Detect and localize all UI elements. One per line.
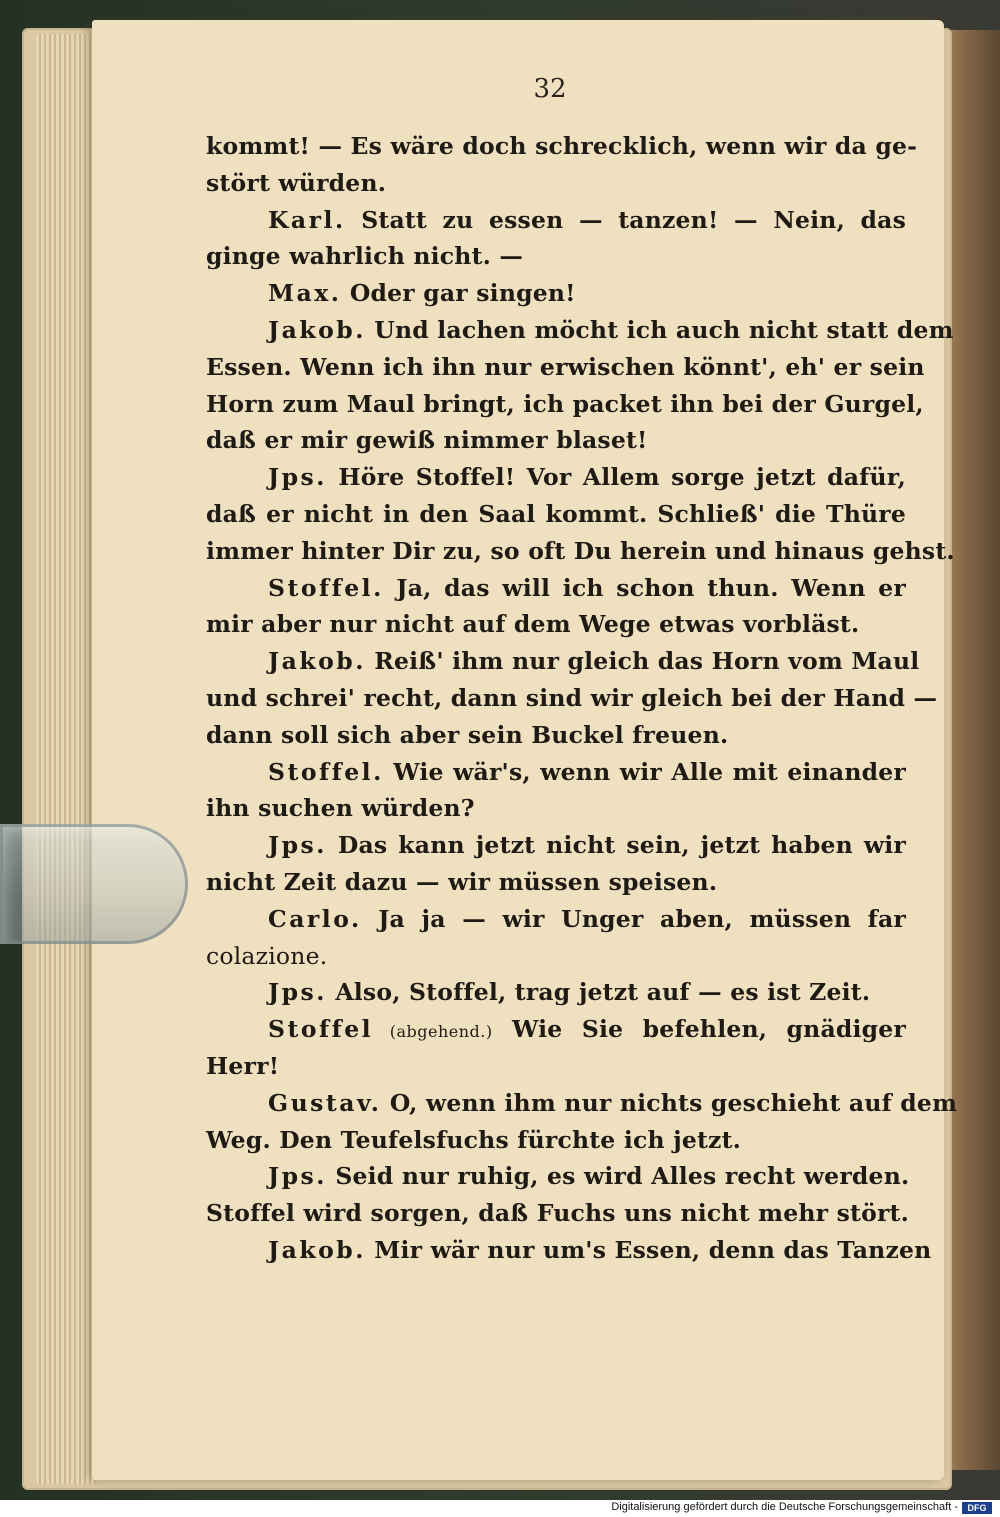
text-line bbox=[206, 717, 906, 754]
text-line bbox=[206, 606, 906, 643]
line-text: immer hinter Dir zu, so oft Du herein und hinaus gehst. bbox=[206, 536, 955, 565]
line-text: Oder gar singen! bbox=[341, 279, 576, 308]
text-line bbox=[206, 496, 906, 533]
stage-direction: (abgehend.) bbox=[373, 1022, 493, 1042]
line-text: daß er nicht in den Saal kommt. Schließ' die Thüre bbox=[206, 499, 906, 528]
bookmark-clip bbox=[0, 824, 188, 944]
speaker-name: Gustav. bbox=[268, 1088, 382, 1117]
text-line bbox=[206, 533, 955, 570]
speaker-name: Jps. bbox=[268, 1162, 327, 1191]
text-line bbox=[206, 1158, 910, 1195]
page-edges bbox=[36, 34, 96, 1484]
text-line bbox=[206, 901, 906, 938]
speaker-name: Stoffel. bbox=[268, 573, 384, 602]
line-text: Herr! bbox=[206, 1051, 280, 1080]
text-line bbox=[206, 459, 906, 496]
line-text: Stoffel wird sorgen, daß Fuchs uns nicht mehr stört. bbox=[206, 1199, 909, 1228]
text-line bbox=[206, 680, 938, 717]
text-line bbox=[206, 238, 906, 275]
text-line bbox=[206, 827, 906, 864]
text-line bbox=[206, 312, 954, 349]
line-text: mir aber nur nicht auf dem Wege etwas vorbläst. bbox=[206, 610, 860, 639]
line-text: Und lachen möcht ich auch nicht statt dem bbox=[365, 315, 954, 344]
text-line bbox=[206, 1011, 906, 1048]
line-text: Das kann jetzt nicht sein, jetzt haben wir bbox=[326, 831, 906, 860]
speaker-name: Karl. bbox=[268, 205, 346, 234]
text-line bbox=[206, 422, 906, 459]
text-line bbox=[206, 643, 920, 680]
text-line bbox=[206, 202, 906, 239]
line-text: Ja, das will ich schon thun. Wenn er bbox=[383, 573, 906, 602]
text-line bbox=[206, 386, 924, 423]
text-line bbox=[206, 1195, 909, 1232]
line-text: nicht Zeit dazu — wir müssen speisen. bbox=[206, 867, 718, 896]
footer-credit: Digitalisierung gefördert durch die Deutsche Forschungsgemeinschaft - bbox=[611, 1501, 958, 1513]
text-line bbox=[206, 790, 906, 827]
dfg-logo: DFG bbox=[962, 1502, 992, 1514]
line-text: O, wenn ihm nur nichts geschieht auf dem bbox=[381, 1088, 958, 1117]
text-line bbox=[206, 1048, 906, 1085]
text-line bbox=[206, 1122, 906, 1159]
line-text: daß er mir gewiß nimmer blaset! bbox=[206, 426, 648, 455]
line-text: ihn suchen würden? bbox=[206, 794, 475, 823]
line-text: Ja ja — wir Unger aben, müssen far bbox=[361, 904, 906, 933]
line-text: stört würden. bbox=[206, 168, 387, 197]
speaker-name: Stoffel. bbox=[268, 757, 384, 786]
text-line bbox=[206, 1232, 932, 1269]
text-line bbox=[206, 275, 906, 312]
text-line bbox=[206, 1085, 958, 1122]
line-text: Essen. Wenn ich ihn nur erwischen könnt', eh' er sein bbox=[206, 352, 925, 381]
roman-text: colazione. bbox=[206, 941, 328, 970]
text-line bbox=[206, 974, 906, 1011]
speaker-name: Jps. bbox=[268, 463, 327, 492]
line-text: Horn zum Maul bringt, ich packet ihn bei der Gurgel, bbox=[206, 389, 924, 418]
line-text: kommt! — Es wäre doch schrecklich, wenn wir da ge- bbox=[206, 132, 918, 160]
speaker-name: Jps. bbox=[268, 831, 327, 860]
speaker-name: Max. bbox=[268, 279, 342, 308]
text-line bbox=[206, 864, 906, 901]
text-line bbox=[206, 754, 906, 791]
line-text: Wie Sie befehlen, gnädiger bbox=[492, 1015, 907, 1044]
line-text: Also, Stoffel, trag jetzt auf — es ist Zeit. bbox=[326, 978, 871, 1007]
text-line bbox=[206, 128, 918, 165]
line-text: Seid nur ruhig, es wird Alles recht werden. bbox=[326, 1162, 910, 1191]
speaker-name: Jakob. bbox=[268, 1235, 366, 1264]
line-text: ginge wahrlich nicht. — bbox=[206, 242, 524, 271]
speaker-name: Jps. bbox=[268, 978, 327, 1007]
speaker-name: Carlo. bbox=[268, 904, 362, 933]
line-text: Wie wär's, wenn wir Alle mit einander bbox=[383, 757, 906, 786]
line-text: Weg. Den Teufelsfuchs fürchte ich jetzt. bbox=[206, 1125, 742, 1154]
page-text bbox=[206, 128, 958, 1269]
text-line bbox=[206, 938, 906, 975]
page-number: 32 bbox=[533, 74, 567, 104]
speaker-name: Jakob. bbox=[268, 315, 366, 344]
text-line bbox=[206, 165, 906, 202]
speaker-name: Jakob. bbox=[268, 647, 366, 676]
text-line bbox=[206, 570, 906, 607]
line-text: Höre Stoffel! Vor Allem sorge jetzt dafür, bbox=[326, 463, 906, 492]
line-text: Mir wär nur um's Essen, denn das Tanzen bbox=[365, 1235, 932, 1264]
line-text: und schrei' recht, dann sind wir gleich bei der Hand — bbox=[206, 683, 938, 712]
speaker-name: Stoffel bbox=[268, 1015, 374, 1044]
line-text: dann soll sich aber sein Buckel freuen. bbox=[206, 720, 729, 749]
line-text: Reiß' ihm nur gleich das Horn vom Maul bbox=[365, 647, 920, 676]
line-text: Statt zu essen — tanzen! — Nein, das bbox=[345, 205, 906, 234]
text-line bbox=[206, 349, 925, 386]
